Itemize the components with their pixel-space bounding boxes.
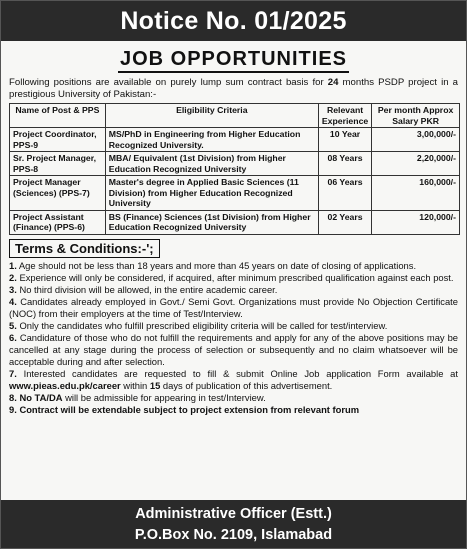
criteria: MS/PhD in Engineering from Higher Education Recognized University. [105,128,318,152]
list-item [9,392,458,404]
item-text: Age should not be less than 18 years and more than 45 years on date of closing of applications. [18,259,417,271]
experience: 08 Years [318,152,371,176]
salary: 3,00,000/- [372,128,460,152]
col-header-criteria: Eligibility Criteria [105,104,318,128]
item-text: Candidates already employed in Govt./ Semi Govt. Organizations must provide No Objection Certificate (NOC) from their employers at the time of Test/Interview. [9,295,458,319]
item-number: 3. [9,283,17,295]
intro-after: months PSDP project in a prestigious University of Pakistan:- [9,77,458,100]
salary: 120,000/- [372,210,460,234]
item-number: 9. [9,403,17,415]
item-text: Contract will be extendable subject to project extension from relevant forum [19,403,360,415]
list-item [9,320,458,332]
table-header-row [10,104,460,128]
item-text: No third division will be allowed, in the entire academic career. [19,283,278,295]
item-text: Candidature of those who do not fulfill the requirements and apply for any of the above positions may be cancelled at any stage during the process of selection or subsequently and no claim whatsoever will be acceptable during and after selection. [9,331,459,367]
item-text: days of publication of this advertisement. [160,379,333,391]
item-text: Only the candidates who fulfill prescribed eligibility criteria will be called for test/interview. [19,319,388,331]
career-url-link[interactable]: www.pieas.edu.pk/career [9,379,121,391]
item-number: 1. [9,259,17,271]
list-item [9,272,458,284]
list-item [9,296,458,320]
experience: 02 Years [318,210,371,234]
item-text: will be admissible for appearing in test/Interview. [62,391,266,403]
item-text: Experience will only be considered, if acquired, after minimum prescribed qualification against each post. [19,271,454,283]
col-header-post: Name of Post & PPS [10,104,106,128]
days-count: 15 [149,379,161,391]
item-number: 4. [9,295,17,307]
positions-table [9,103,460,235]
footer [1,500,466,548]
item-number: 7. [9,367,17,379]
footer-address: P.O.Box No. 2109, Islamabad [134,527,333,543]
list-item [9,332,458,368]
intro-months: 24 [327,77,339,88]
salary: 160,000/- [372,176,460,211]
item-number: 2. [9,271,17,283]
experience: 06 Years [318,176,371,211]
footer-officer: Administrative Officer (Estt.) [135,506,332,522]
item-text: within [120,379,150,391]
salary: 2,20,000/- [372,152,460,176]
item-number: 8. [9,391,17,403]
col-header-experience: Relevant Experience [318,104,371,128]
notice-title: Notice No. 01/2025 [1,1,466,41]
list-item [9,404,458,416]
page-heading: JOB OPPORTUNITIES [118,47,349,73]
table-row [10,128,460,152]
post-name: Project Assistant (Finance) (PPS-6) [10,210,106,234]
heading-wrap [1,47,466,75]
terms-heading: Terms & Conditions:-'; [9,239,160,258]
terms-list [1,258,466,416]
list-item [9,368,458,392]
col-header-salary: Per month Approx Salary PKR [372,104,460,128]
item-text: Interested candidates are requested to fill & submit Online Job application Form available at [23,367,459,379]
list-item [9,260,458,272]
item-number: 5. [9,319,17,331]
criteria: Master's degree in Applied Basic Sciences (11 Division) from Higher Education Recognized University [105,176,318,211]
intro-text [1,75,466,101]
post-name: Project Manager (Sciences) (PPS-7) [10,176,106,211]
post-name: Project Coordinator, PPS-9 [10,128,106,152]
table-row [10,176,460,211]
list-item [9,284,458,296]
post-name: Sr. Project Manager, PPS-8 [10,152,106,176]
criteria: BS (Finance) Sciences (1st Division) from Higher Education Recognized University [105,210,318,234]
table-row [10,152,460,176]
item-number: 6. [9,331,17,343]
table-row [10,210,460,234]
item-bold-text: No TA/DA [19,391,63,403]
experience: 10 Year [318,128,371,152]
criteria: MBA/ Equivalent (1st Division) from Higher Education Recognized University [105,152,318,176]
intro-before: Following positions are available on purely lump sum contract basis for [9,77,328,88]
